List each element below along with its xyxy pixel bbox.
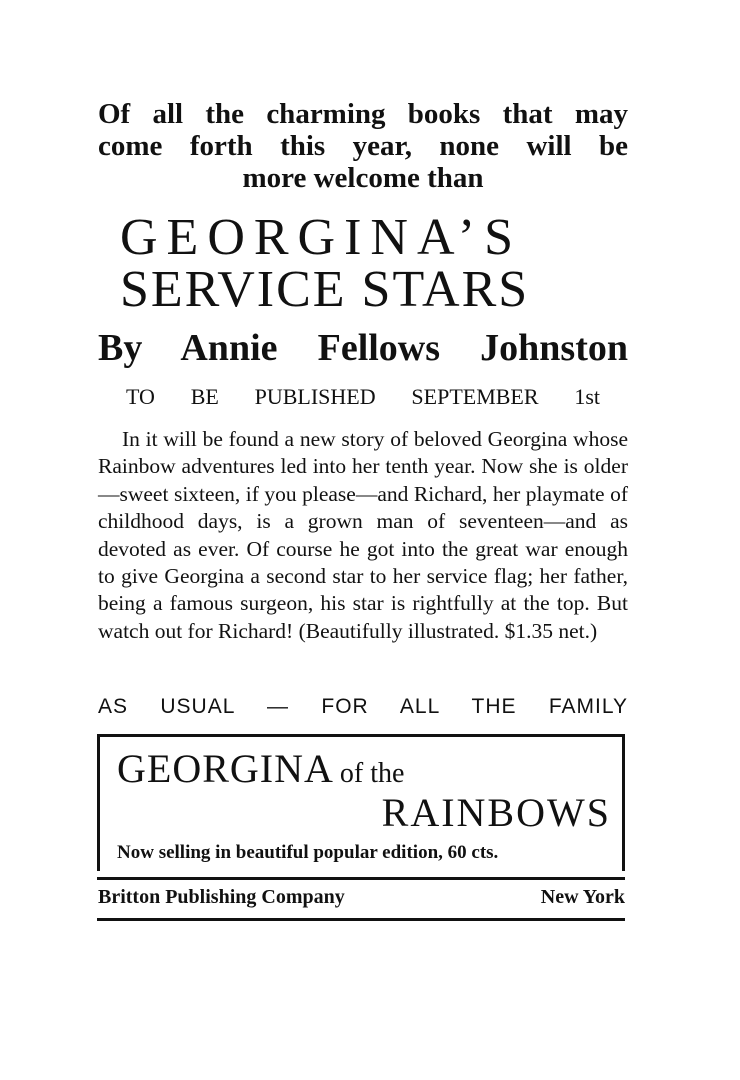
intro-line-3: more welcome than — [242, 162, 484, 194]
book-title-line-1: GEORGINA’S — [120, 209, 522, 266]
intro-line-2: come forth this year, none will be — [98, 130, 628, 162]
featured-title-small: of the — [339, 758, 405, 789]
author-line: By Annie Fellows Johnston — [98, 327, 628, 369]
publication-date: TO BE PUBLISHED SEPTEMBER 1st — [126, 384, 600, 409]
intro-text — [98, 98, 628, 194]
tagline: AS USUAL — FOR ALL THE FAMILY — [98, 695, 628, 718]
featured-title-line-1 — [117, 747, 404, 796]
box-right-border — [622, 737, 625, 871]
publisher-name: Britton Publishing Company — [98, 886, 345, 908]
publisher-city: New York — [540, 886, 625, 908]
featured-book-box — [97, 734, 625, 871]
box-left-border — [97, 737, 100, 871]
footer-rule-top — [97, 877, 625, 880]
featured-title-main: GEORGINA — [117, 746, 334, 791]
intro-line-1: Of all the charming books that may — [98, 98, 628, 130]
footer-rule-bottom — [97, 918, 625, 921]
featured-title-line-2: RAINBOWS — [381, 790, 611, 835]
description-paragraph: In it will be found a new story of beloved Georgina whose Rainbow adventures led into her tenth year. Now she is older—sweet sixteen, if you please—and Richard, her playmate of childhood days, is a grown man of seventeen—and as devoted as ever. Of course he got into the great war enough to give Georgina a second star to her service flag; her father, being a famous surgeon, his star is rightfully at the top. But watch out for Richard! (Beautifully illustrated. $1.35 net.) — [98, 427, 628, 643]
book-title-line-2: SERVICE STARS — [120, 261, 530, 318]
featured-note: Now selling in beautiful popular edition, 60 cts. — [117, 842, 499, 863]
